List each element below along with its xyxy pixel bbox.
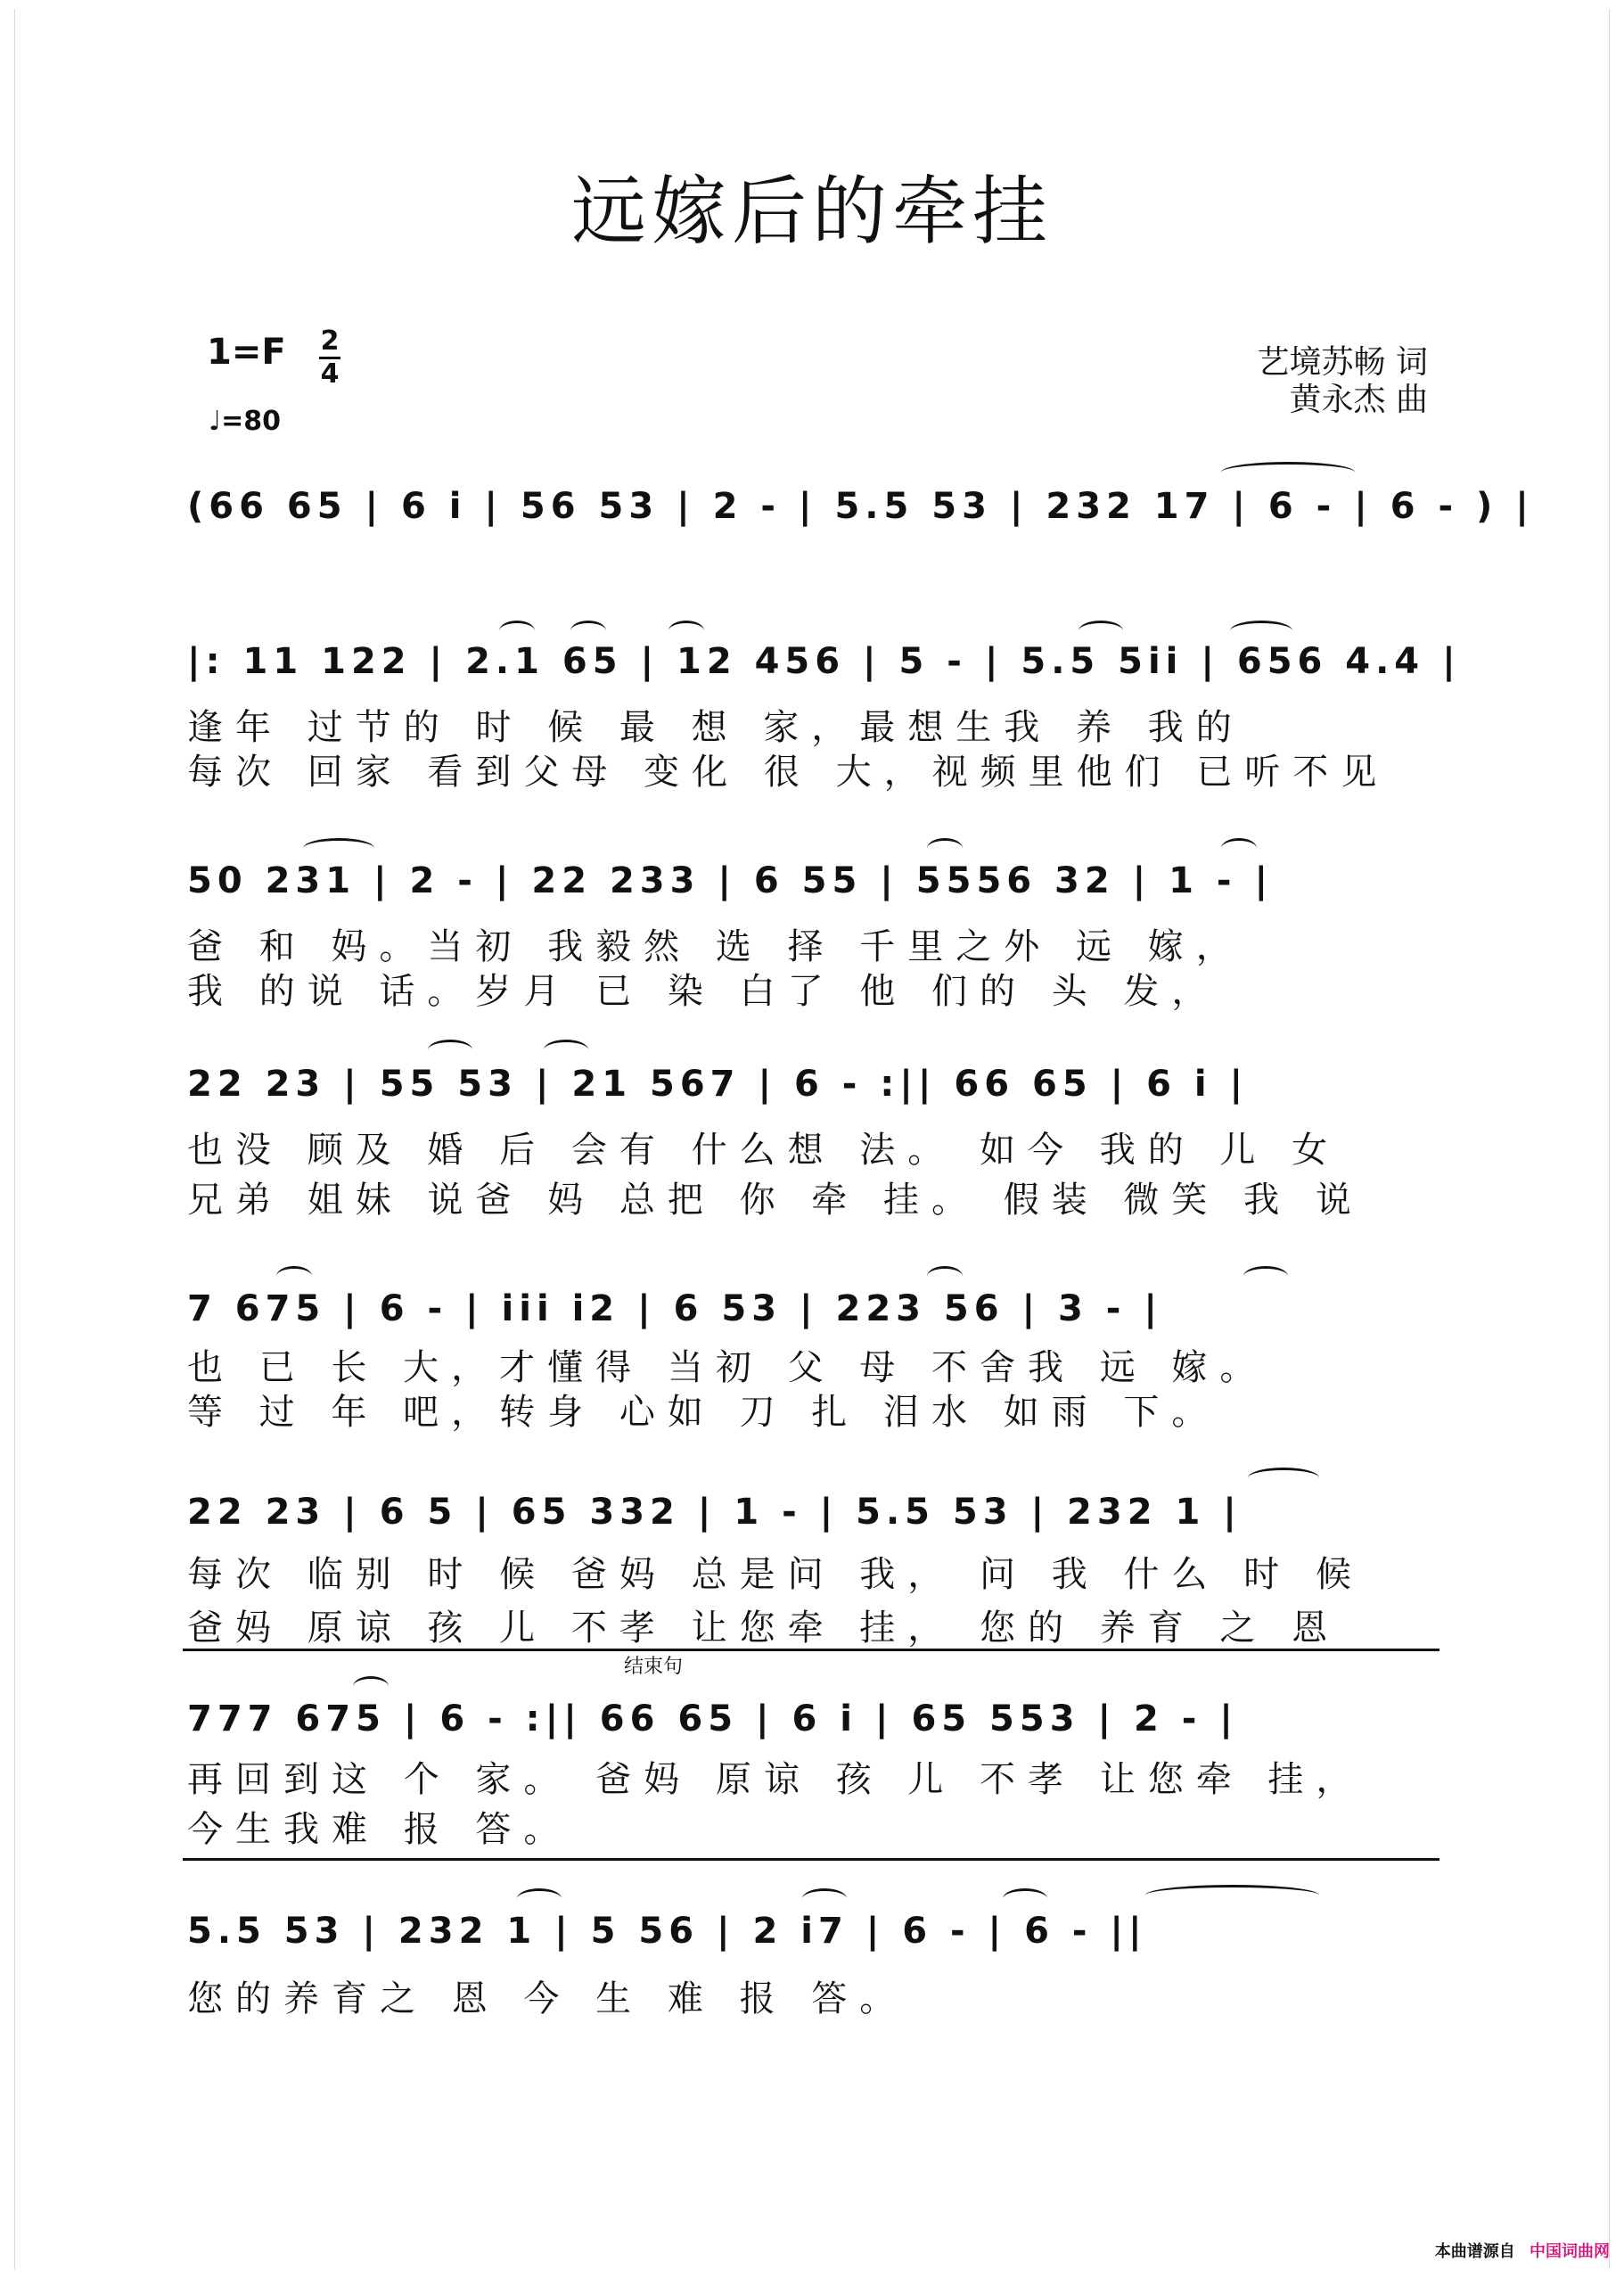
lyrics-verse-2: 我 的说 话。岁月 已 染 白了 他 们的 头 发，: [187, 971, 1220, 1012]
footer-brand[interactable]: 中国词曲网: [1530, 2242, 1610, 2261]
slur-mark: [927, 838, 963, 859]
lyrics-verse-1: 也 已 长 大，才懂得 当初 父 母 不舍我 远 嫁。: [187, 1347, 1268, 1388]
score-row-2: [0, 635, 1624, 793]
lyrics-verse-1: 每次 临别 时 候 爸妈 总是问 我， 问 我 什么 时 候: [187, 1554, 1364, 1595]
lyrics-verse-2: 等 过 年 吧，转身 心如 刀 扎 泪水 如雨 下。: [187, 1392, 1220, 1433]
time-signature: [319, 325, 340, 390]
tempo-marking: ♩=80: [209, 406, 282, 437]
slur-mark: [927, 1266, 963, 1287]
lyrics-verse-2: 爸妈 原谅 孩 儿 不孝 让您牵 挂， 您的 养育 之 恩: [187, 1608, 1341, 1649]
slur-mark: [1248, 1468, 1319, 1488]
score-row-7: [0, 1692, 1624, 1850]
footer-source: [1435, 2239, 1610, 2262]
key-signature: 1=F: [207, 332, 286, 373]
coda-bracket: [183, 1858, 1439, 1861]
notation-line: (66 65 | 6 i | 56 53 | 2 - | 5.5 53 | 232 17 | 6 - | 6 - ) |: [187, 486, 1534, 527]
slur-mark: [802, 1888, 847, 1909]
slur-mark: [517, 1888, 562, 1909]
slur-mark: [570, 621, 606, 641]
score-row-3: [0, 854, 1624, 1012]
lyrics-verse-2: 今生我难 报 答。: [187, 1809, 572, 1850]
lyrics-verse-1: 逢年 过节的 时 候 最 想 家，最想生我 养 我的: [187, 707, 1244, 748]
slur-mark: [1230, 621, 1292, 641]
notation-line: 777 675 | 6 - :|| 66 65 | 6 i | 65 553 | 2 - |: [187, 1698, 1238, 1739]
slur-mark: [1003, 1888, 1047, 1909]
score-row-1: [0, 480, 1624, 533]
slur-mark: [544, 1040, 588, 1060]
score-row-5: [0, 1282, 1624, 1433]
time-signature-bottom: 4: [320, 358, 340, 390]
notation-line: 5.5 53 | 232 1 | 5 56 | 2 i7 | 6 - | 6 - ||: [187, 1911, 1147, 1952]
slur-mark: [1243, 1266, 1288, 1287]
lyrics-verse-2: 兄弟 姐妹 说爸 妈 总把 你 牵 挂。 假装 微笑 我 说: [187, 1180, 1364, 1221]
slur-mark: [499, 621, 535, 641]
slur-mark: [276, 1266, 312, 1287]
footer-source-text: 本曲谱源自: [1434, 2242, 1515, 2261]
notation-line: 7 675 | 6 - | iii i2 | 6 53 | 223 56 | 3 - |: [187, 1288, 1162, 1329]
ending-bracket: [183, 1649, 1439, 1651]
notation-line: 22 23 | 55 53 | 21 567 | 6 - :|| 66 65 | 6 i |: [187, 1064, 1249, 1105]
page-title: 远嫁后的牵挂: [570, 168, 1053, 255]
lyrics-verse-2: 每次 回家 看到父母 变化 很 大，视频里他们 已听不见: [187, 752, 1390, 793]
slur-mark: [428, 1040, 472, 1060]
slur-mark: [668, 621, 704, 641]
composer-credit: 黄永杰 曲: [1289, 382, 1428, 418]
notation-line: |: 11 122 | 2.1 65 | 12 456 | 5 - | 5.5 5ii | 656 4.4 |: [187, 641, 1461, 682]
lyrics-verse-1: 爸 和 妈。当初 我毅然 选 择 千里之外 远 嫁，: [187, 926, 1244, 967]
lyrics-verse-1: 再回到这 个 家。 爸妈 原谅 孩 儿 不孝 让您牵 挂，: [187, 1759, 1365, 1800]
notation-line: 22 23 | 6 5 | 65 332 | 1 - | 5.5 53 | 232 1 |: [187, 1492, 1242, 1533]
score-row-4: [0, 1057, 1624, 1221]
lyrics-verse-1: 您的养育之 恩 今 生 难 报 答。: [187, 1978, 908, 2019]
slur-mark: [1079, 621, 1123, 641]
slur-mark: [303, 838, 374, 859]
slur-mark: [1145, 1885, 1319, 1905]
time-signature-top: 2: [320, 325, 340, 357]
notation-line: 50 231 | 2 - | 22 233 | 6 55 | 5556 32 | 1 - |: [187, 860, 1274, 901]
lyrics-verse-1: 也没 顾及 婚 后 会有 什么想 法。 如今 我的 儿 女: [187, 1130, 1341, 1171]
slur-mark: [1221, 462, 1355, 482]
slur-mark: [1221, 838, 1257, 859]
ending-label: 结束句: [624, 1656, 684, 1678]
score-row-8: [0, 1904, 1624, 2019]
slur-mark: [353, 1676, 389, 1697]
score-row-6: [0, 1485, 1624, 1649]
lyricist-credit: 艺境苏畅 词: [1257, 344, 1428, 381]
